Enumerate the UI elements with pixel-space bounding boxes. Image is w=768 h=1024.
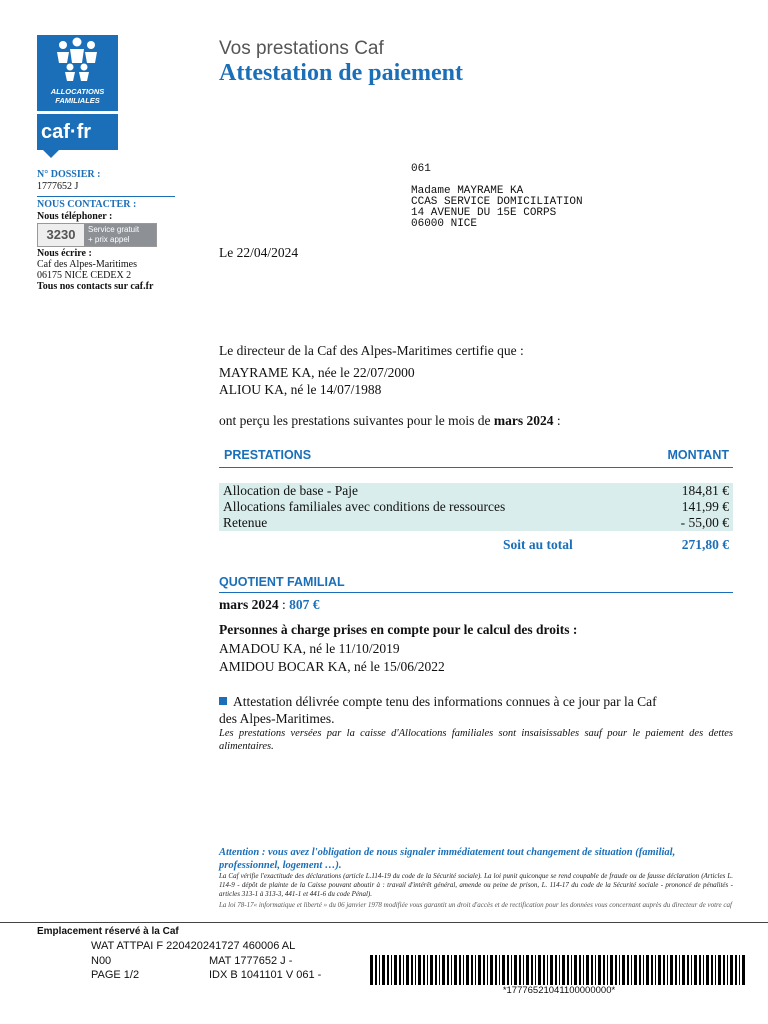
row-amount: - 55,00 € [680, 515, 729, 530]
col-prestations: PRESTATIONS [224, 448, 312, 462]
notice-text [219, 694, 735, 710]
quotient-title: QUOTIENT FAMILIAL [219, 575, 345, 589]
total-value: 271,80 € [681, 537, 729, 552]
write-label: Nous écrire : [37, 248, 92, 259]
footer-line3b: IDX B 1041101 V 061 - [209, 969, 322, 981]
table-row [219, 515, 733, 531]
row-label: Retenue [223, 515, 268, 530]
total-label: Soit au total [503, 537, 573, 552]
footer-reserved: Emplacement réservé à la Caf [37, 926, 179, 937]
address-line2: CCAS SERVICE DOMICILIATION [411, 196, 583, 208]
table-row [219, 483, 733, 499]
quotient-value: 807 € [289, 597, 320, 612]
quotient-line [219, 597, 320, 613]
letter-date: Le 22/04/2024 [219, 245, 299, 260]
footer-line1: WAT ATTPAI F 220420241727 460006 AL [91, 940, 296, 952]
warning-legal-2: La loi 78-17« informatique et liberté » du 06 janvier 1978 modifiée vous garantit un droit d'accès et de rectification pour les données vous concernant auprès du directeur de votre caf [219, 901, 732, 909]
quotient-divider [219, 592, 733, 593]
row-label: Allocations familiales avec conditions de ressources [223, 499, 506, 514]
caf-family-icon [37, 35, 118, 111]
dossier-value: 1777652 J [37, 181, 79, 192]
received-prefix: ont perçu les prestations suivantes pour le mois de [219, 413, 494, 428]
quotient-month: mars 2024 [219, 597, 279, 612]
row-label: Allocation de base - Paje [223, 483, 358, 498]
logo-text-2: FAMILIALES [55, 96, 100, 105]
caf-fr-logo: caf·fr [37, 114, 118, 150]
phone-tag-line1: Service gratuit [88, 225, 140, 234]
table-header [219, 447, 733, 468]
table-row [219, 499, 733, 515]
col-montant: MONTANT [667, 448, 729, 462]
logo-notch [43, 150, 59, 158]
phone-badge[interactable] [37, 223, 157, 247]
phone-label: Nous téléphoner : [37, 211, 113, 222]
row-amount: 184,81 € [681, 483, 729, 498]
dependents-title: Personnes à charge prises en compte pour le calcul des droits : [219, 622, 578, 637]
received-text [219, 413, 561, 429]
contact-label: NOUS CONTACTER : [37, 199, 137, 210]
address-line3: 14 AVENUE DU 15E CORPS [411, 207, 557, 219]
footer-divider [0, 922, 768, 923]
caf-logo [37, 35, 118, 155]
notice-italic: Les prestations versées par la caisse d'Allocations familiales sont insaisissables sauf pour le paiement des dettes alimentaires. [219, 728, 733, 752]
bullet-square-icon [219, 697, 227, 705]
barcode [370, 955, 748, 985]
row-amount: 141,99 € [681, 499, 729, 514]
notice-line1: Attestation délivrée compte tenu des informations connues à ce jour par la Caf [233, 694, 657, 709]
beneficiary-1: MAYRAME KA, née le 22/07/2000 [219, 365, 415, 380]
barcode-text: *17776521041100000000* [502, 985, 616, 996]
address-line1: Madame MAYRAME KA [411, 185, 524, 197]
received-month: mars 2024 [493, 413, 554, 428]
footer-line2b: MAT 1777652 J - [209, 955, 293, 967]
contacts-link[interactable]: Tous nos contacts sur caf.fr [37, 281, 154, 292]
write-line2: 06175 NICE CEDEX 2 [37, 270, 132, 281]
page-subtitle: Vos prestations Caf [219, 38, 384, 59]
write-line1: Caf des Alpes-Maritimes [37, 259, 137, 270]
dependent-2: AMIDOU BOCAR KA, né le 15/06/2022 [219, 659, 445, 674]
sidebar-divider [37, 196, 175, 197]
logo-text-1: ALLOCATIONS [50, 87, 105, 96]
dossier-label: N° DOSSIER : [37, 169, 101, 180]
warning-legal-1: La Caf vérifie l'exactitude des déclarations (article L.114-19 du code de la Sécurité sociale). La loi punit quiconque se rend coupable de fraude ou de fausse déclaration (Articles L. 114-9 - dépôt de plainte de la Caisse pouvant aboutir à : travail d'intérêt général, amende ou peine de prison, L. 114-17 du code de la Sécurité sociale - prononcé de pénalités - articles 313-1 à 313-3, 441-1 et 441-6 du code Pénal). [219, 872, 733, 898]
address-code: 061 [411, 163, 431, 175]
quotient-sep: : [278, 597, 290, 612]
address-line4: 06000 NICE [411, 218, 478, 230]
phone-tag-line2: + prix appel [88, 235, 130, 244]
phone-tag [84, 224, 156, 246]
dependent-1: AMADOU KA, né le 11/10/2019 [219, 641, 400, 656]
beneficiary-2: ALIOU KA, né le 14/07/1988 [219, 382, 382, 397]
intro-text: Le directeur de la Caf des Alpes-Maritimes certifie que : [219, 343, 524, 358]
warning-title: Attention : vous avez l'obligation de nous signaler immédiatement tout changement de situation (familial, professionnel, logement …). [219, 847, 676, 871]
notice-line2: des Alpes-Maritimes. [219, 711, 335, 726]
footer-line3a: PAGE 1/2 [91, 969, 140, 981]
phone-number: 3230 [38, 224, 84, 246]
footer-line2a: N00 [91, 955, 112, 967]
page-title: Attestation de paiement [219, 60, 463, 86]
received-suffix: : [553, 413, 561, 428]
